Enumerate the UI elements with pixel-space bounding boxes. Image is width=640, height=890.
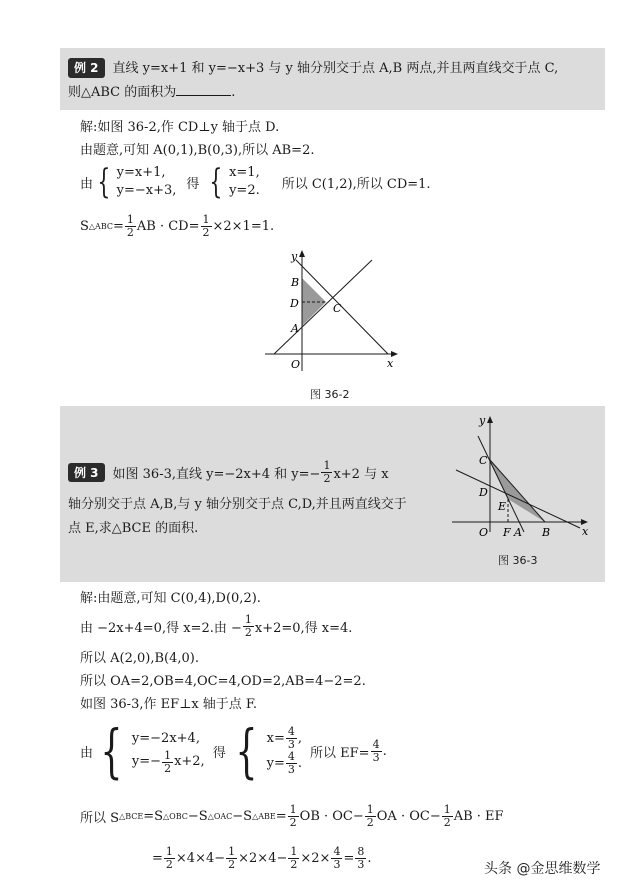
label-c: C xyxy=(479,454,488,467)
example2-problem-line2 xyxy=(68,84,235,102)
sol2b: x+2=0,得 x=4. xyxy=(254,621,353,636)
label-d: D xyxy=(479,486,488,499)
label-x: x xyxy=(582,525,589,538)
sol2-frac xyxy=(243,614,254,639)
half-1 xyxy=(288,804,299,829)
area-sub: △ABC xyxy=(88,222,113,231)
area-s: S xyxy=(80,219,89,234)
example2-solution-line1: 解:如图 36-2,作 CD⊥y 轴于点 D. xyxy=(80,120,280,135)
sys4-row2 xyxy=(267,751,302,776)
label-b: B xyxy=(542,526,551,539)
figure-36-3 xyxy=(448,410,596,540)
area-rest2: ×2×1=1. xyxy=(212,219,275,234)
frac-den: 2 xyxy=(443,816,451,829)
half-fraction-2 xyxy=(201,214,212,239)
sys-suffix: 所以 C(1,2),所以 CD=1. xyxy=(281,176,431,192)
equation-system-3: { y=−2x+4, y=− $\frac{1}{2}$ x+2, xyxy=(100,717,205,785)
half-fraction xyxy=(125,214,136,239)
frac-den: 3 xyxy=(372,750,380,764)
frac-den: 3 xyxy=(333,858,341,871)
example2-text2-end: . xyxy=(231,85,236,100)
sys4-row1 xyxy=(267,726,302,751)
sys1-row2: y=−x+3, xyxy=(116,183,177,198)
sys-mid: 得 xyxy=(186,176,200,192)
ef-fraction xyxy=(371,739,382,764)
area2f: . xyxy=(367,851,372,866)
frac-num: 1 xyxy=(202,213,210,226)
label-o: O xyxy=(479,526,489,539)
watermark: 头条 @金思维数学 xyxy=(484,861,601,877)
half-4 xyxy=(164,846,175,871)
sys3-row2 xyxy=(132,750,205,775)
half-2 xyxy=(365,804,376,829)
label-b: B xyxy=(291,276,300,289)
example2-tag: 例 2 xyxy=(68,58,105,78)
area2b: ×4×4− xyxy=(175,851,226,866)
frac-num: 1 xyxy=(244,613,252,626)
example2-problem-line1 xyxy=(68,58,558,78)
half-5 xyxy=(226,846,237,871)
example3-solution-line1: 解:由题意,可知 C(0,4),D(0,2). xyxy=(80,591,261,606)
area1c: −S xyxy=(187,809,208,824)
sys3-frac xyxy=(162,750,173,775)
area1f: OB · OC− xyxy=(299,809,364,824)
half-3 xyxy=(442,804,453,829)
frac-den: 3 xyxy=(287,763,295,776)
frac-num: 8 xyxy=(357,845,365,858)
sys4-row2b: . xyxy=(297,755,303,771)
area1g: OA · OC− xyxy=(376,809,441,824)
sys4-row1b: , xyxy=(297,730,302,746)
frac-den: 2 xyxy=(164,761,172,775)
example3-problem-line3: 点 E,求△BCE 的面积. xyxy=(68,521,199,536)
area1-sub4: △ABE xyxy=(252,812,276,821)
frac-num: 1 xyxy=(290,845,298,858)
area1-sub3: △OAC xyxy=(207,812,233,821)
area1a: 所以 S xyxy=(80,811,120,826)
sys2-row2: y=2. xyxy=(229,183,260,198)
frac-num: 1 xyxy=(366,803,374,816)
example3-frac xyxy=(321,460,332,485)
label-f: F xyxy=(503,526,511,539)
area-eq: = xyxy=(112,219,124,234)
figure-36-2 xyxy=(260,246,400,376)
example2-text2: 则△ABC 的面积为 xyxy=(68,85,177,100)
area2d: ×2× xyxy=(300,851,331,866)
example3-solution-line2 xyxy=(80,614,352,639)
example3-solution-line4: 所以 OA=2,OB=4,OC=4,OD=2,AB=4−2=2. xyxy=(80,674,366,689)
frac-den: 2 xyxy=(323,472,331,485)
sys2-row1: x=1, xyxy=(229,165,260,180)
example3-problem-line1 xyxy=(68,460,389,485)
area2a: = xyxy=(152,851,163,866)
label-o: O xyxy=(291,358,301,371)
line-y-eq-x-plus-1 xyxy=(274,260,372,354)
sol2a: 由 −2x+4=0,得 x=2.由 − xyxy=(80,621,242,636)
four-thirds xyxy=(331,846,342,871)
sys3-row1: y=−2x+4, xyxy=(131,730,200,746)
sys3-row2b: x+2, xyxy=(174,754,205,769)
eight-thirds xyxy=(355,846,366,871)
example2-text1: 直线 y=x+1 和 y=−x+3 与 y 轴分别交于点 A,B 两点,并且两直线交于点 C, xyxy=(112,61,559,76)
area1h: AB · EF xyxy=(453,809,504,824)
area1-sub1: △BCE xyxy=(119,812,144,821)
frac-den: 2 xyxy=(290,858,298,871)
example3-solution-line5: 如图 36-3,作 EF⊥x 轴于点 F. xyxy=(80,697,258,712)
frac-num: 1 xyxy=(165,845,173,858)
example3-area-line2 xyxy=(152,846,371,871)
sys3-row2a: y=− xyxy=(131,754,162,769)
figure-36-3-caption: 图 36-3 xyxy=(498,554,538,567)
label-c: C xyxy=(333,302,342,315)
sys4-row1a: x= xyxy=(266,730,285,746)
half-6 xyxy=(288,846,299,871)
frac-num: 1 xyxy=(289,803,297,816)
example3-problem-line2: 轴分别交于点 A,B,与 y 轴分别交于点 C,D,并且两直线交于 xyxy=(68,497,407,512)
label-a: A xyxy=(514,526,522,539)
equation-system-2: { x=1, y=2. xyxy=(209,162,260,202)
example2-area-line xyxy=(80,214,274,239)
frac-den: 3 xyxy=(357,858,365,871)
frac-num: 1 xyxy=(164,748,172,762)
sys4-frac1 xyxy=(286,726,297,751)
area1e: = xyxy=(275,809,287,824)
label-d: D xyxy=(290,297,299,310)
equation-system-1: { y=x+1, y=−x+3, xyxy=(97,162,177,202)
example2-system-line xyxy=(80,164,431,200)
example3-area-line1 xyxy=(80,804,504,829)
frac-num: 4 xyxy=(372,737,380,751)
example3-solution-line3: 所以 A(2,0),B(4,0). xyxy=(80,651,199,666)
area2c: ×2×4− xyxy=(238,851,288,866)
equation-system-4: { x= $\frac{4}{3}$ , y= $\frac{4}{3}$ . xyxy=(235,717,303,785)
frac-num: 4 xyxy=(287,725,295,738)
frac-num: 4 xyxy=(333,845,341,858)
sys-mid: 得 xyxy=(212,745,226,761)
frac-den: 2 xyxy=(202,226,210,239)
example3-tag: 例 3 xyxy=(68,463,105,482)
answer-blank xyxy=(176,95,231,96)
y-axis-arrow xyxy=(487,416,493,423)
sys-prefix: 由 xyxy=(80,745,94,761)
frac-den: 2 xyxy=(244,626,252,639)
sys4-frac2 xyxy=(286,751,297,776)
area1-sub2: △OBC xyxy=(163,812,188,821)
frac-num: 1 xyxy=(443,803,451,816)
frac-num: 1 xyxy=(323,459,331,472)
sys1-row1: y=x+1, xyxy=(116,165,166,180)
label-a: A xyxy=(291,322,299,335)
label-x: x xyxy=(387,357,394,370)
sys-prefix: 由 xyxy=(80,176,94,192)
frac-den: 3 xyxy=(287,738,295,751)
example3-text1b: x+2 与 x xyxy=(333,467,389,482)
example2-solution-line2: 由题意,可知 A(0,1),B(0,3),所以 AB=2. xyxy=(80,143,315,158)
frac-den: 2 xyxy=(289,816,297,829)
area2e: = xyxy=(343,851,355,866)
sys4-row2a: y= xyxy=(266,755,285,771)
frac-den: 2 xyxy=(126,226,134,239)
figure-36-2-caption: 图 36-2 xyxy=(310,388,350,401)
frac-den: 2 xyxy=(366,816,374,829)
frac-num: 1 xyxy=(126,213,134,226)
y-axis-arrow xyxy=(299,250,305,257)
frac-num: 1 xyxy=(228,845,236,858)
frac-num: 4 xyxy=(287,750,295,763)
example3-text1a: 如图 36-3,直线 y=−2x+4 和 y=− xyxy=(112,467,321,482)
frac-den: 2 xyxy=(228,858,236,871)
area1d: −S xyxy=(232,809,253,824)
example3-system-line xyxy=(80,717,387,785)
sys-suffix-b: . xyxy=(382,743,387,759)
label-y: y xyxy=(479,414,486,427)
area-rest1: AB · CD= xyxy=(136,219,200,234)
label-e: E xyxy=(498,500,507,513)
frac-den: 2 xyxy=(165,858,173,871)
sys-suffix-a: 所以 EF= xyxy=(310,745,370,761)
area1b: =S xyxy=(143,809,163,824)
label-y: y xyxy=(291,250,298,263)
